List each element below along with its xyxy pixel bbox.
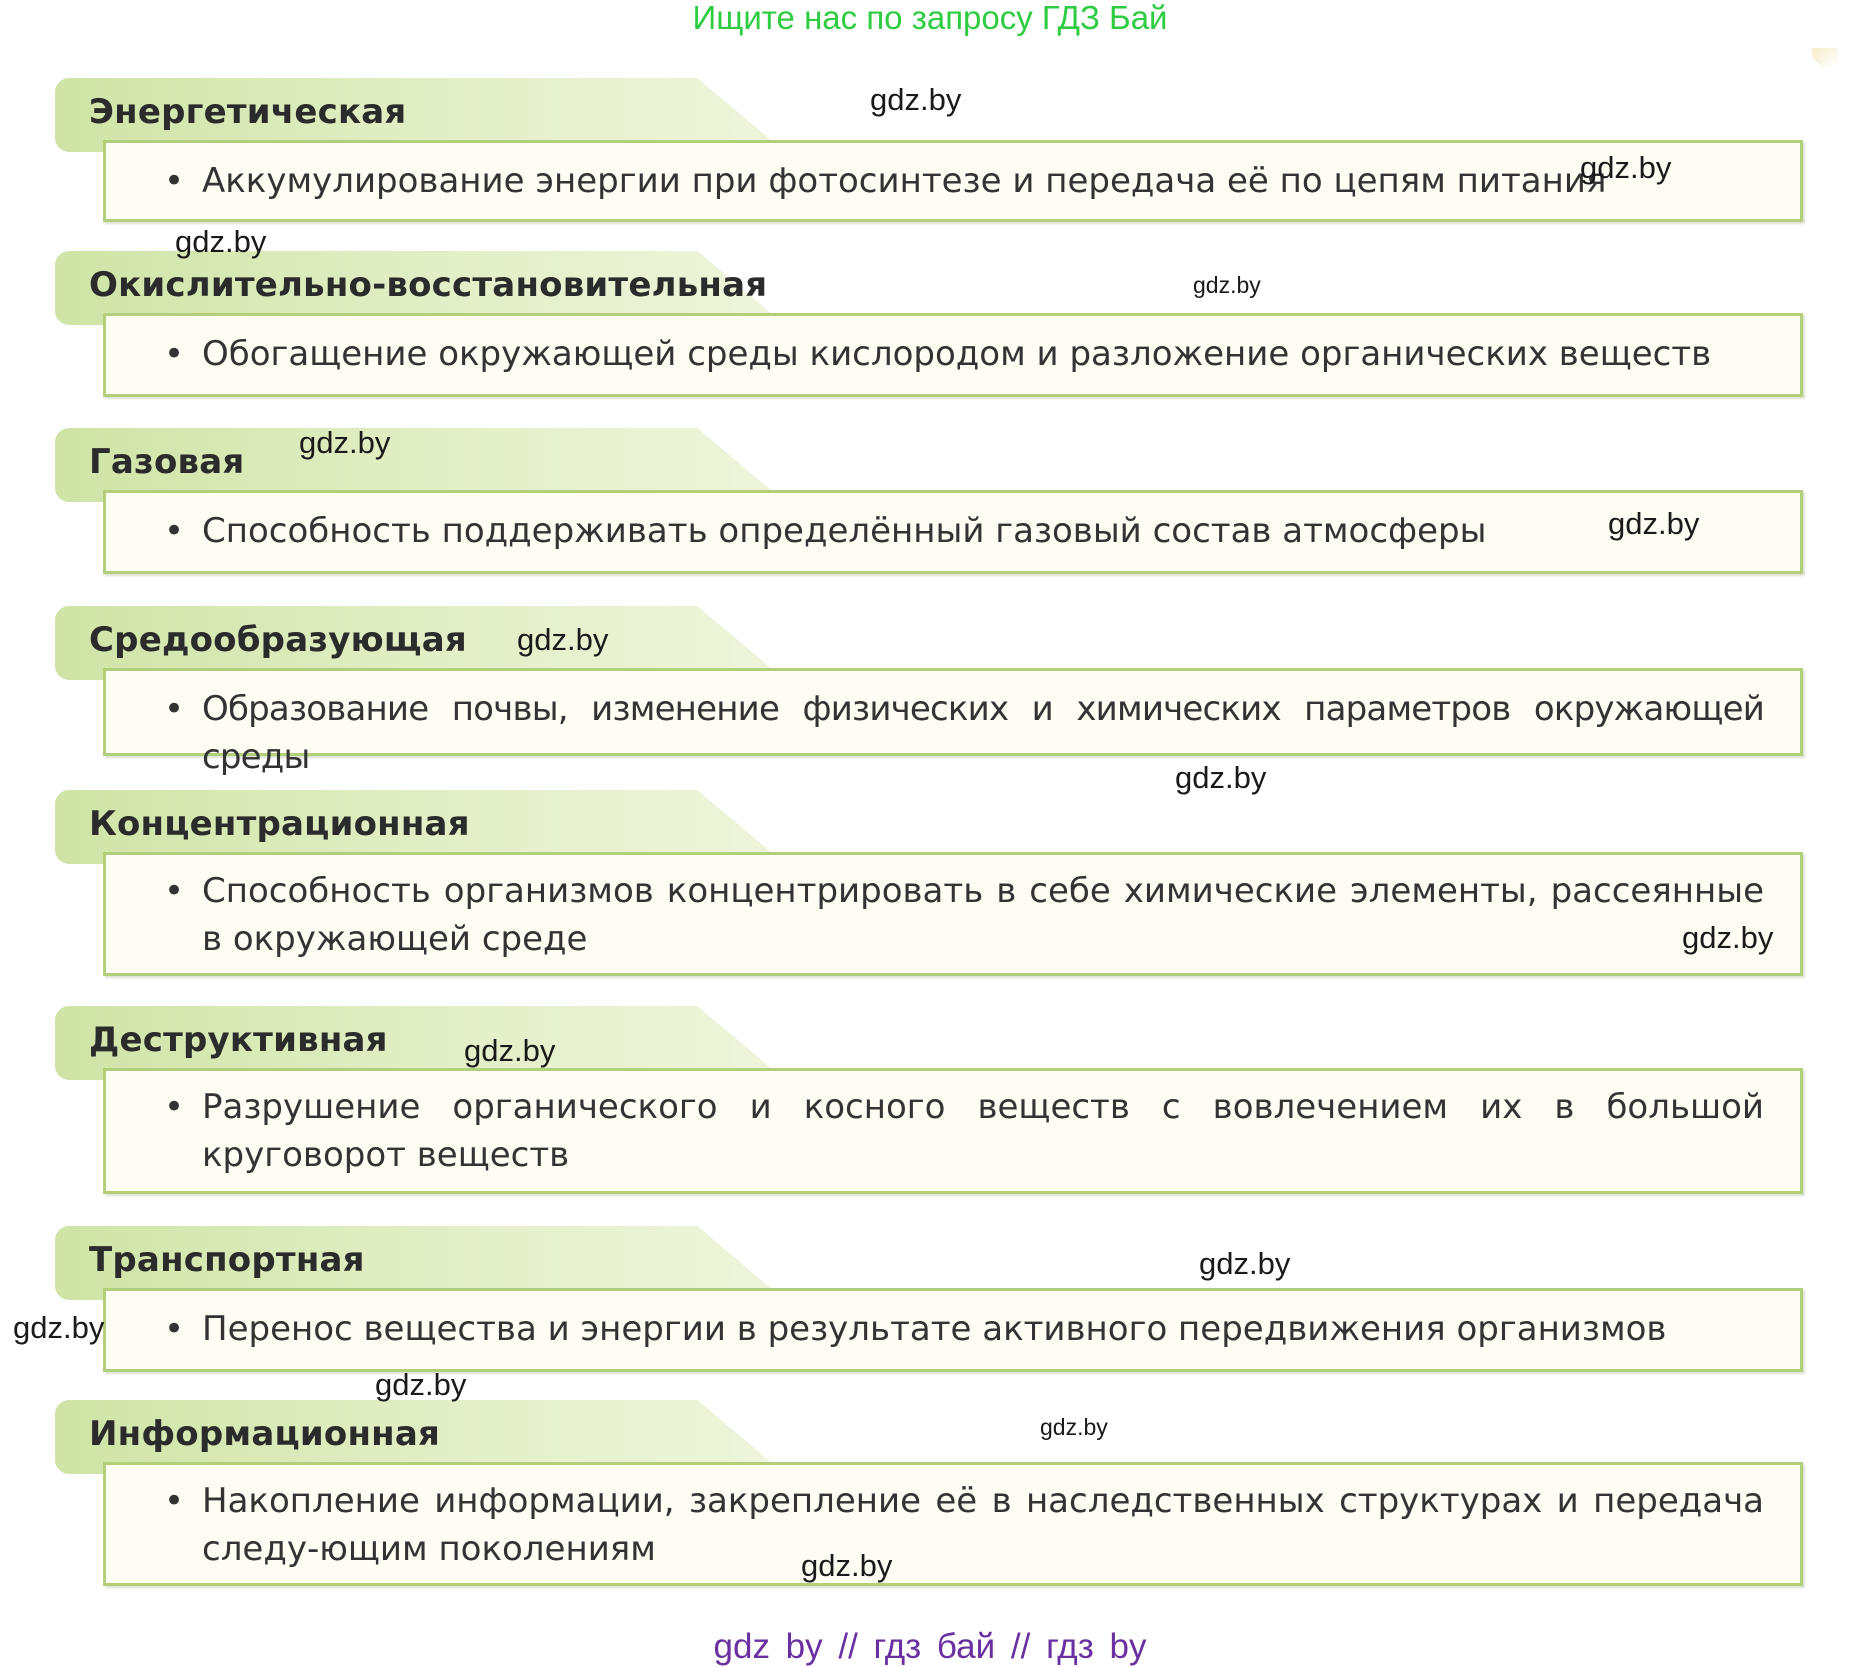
function-description — [164, 330, 1764, 378]
function-block-environment-forming — [55, 606, 1815, 777]
bullet-icon: • — [164, 871, 185, 911]
watermark: gdz.by — [1682, 920, 1774, 955]
watermark: gdz.by — [870, 82, 962, 117]
bullet-icon: • — [164, 1481, 185, 1521]
function-title: Концентрационная — [89, 804, 470, 844]
function-block-transport — [55, 1226, 1815, 1376]
function-description-text: Разрушение органического и косного веществ с вовлечением их в большой круговорот веществ — [202, 1087, 1764, 1175]
function-description-text: Накопление информации, закрепление её в наследственных структурах и передача следу-ющим поколениям — [202, 1481, 1764, 1569]
bottom-banner: gdz by // гдз бай // гдз by — [713, 1627, 1147, 1666]
bullet-icon: • — [164, 334, 185, 374]
watermark: gdz.by — [1193, 272, 1261, 298]
function-description-box — [103, 668, 1803, 777]
function-description-text: Образование почвы, изменение физических и химических параметров окружающей среды — [202, 689, 1764, 777]
function-description-text: Обогащение окружающей среды кислородом и разложение органических веществ — [202, 334, 1712, 374]
function-description-box — [103, 313, 1803, 397]
bullet-icon: • — [164, 689, 184, 729]
function-block-destructive — [55, 1006, 1815, 1196]
function-block-redox — [55, 251, 1815, 401]
function-description-text: Перенос вещества и энергии в результате активного передвижения организмов — [202, 1309, 1667, 1349]
function-description — [164, 1305, 1764, 1353]
function-description-text: Способность поддерживать определённый газовый состав атмосферы — [202, 511, 1487, 551]
corner-decoration — [1812, 48, 1838, 66]
function-title: Окислительно-восстановительная — [89, 265, 768, 305]
watermark: gdz.by — [375, 1367, 467, 1402]
watermark: gdz.by — [1608, 506, 1700, 541]
function-block-concentration — [55, 790, 1815, 980]
function-description — [164, 157, 1764, 205]
watermark: gdz.by — [13, 1310, 105, 1345]
function-description — [164, 867, 1764, 963]
function-description-box — [103, 490, 1803, 574]
watermark: gdz.by — [1175, 760, 1267, 795]
function-description-box — [103, 1288, 1803, 1372]
bullet-icon: • — [164, 161, 185, 201]
function-title: Энергетическая — [89, 92, 407, 132]
function-description-text: Способность организмов концентрировать в себе химические элементы, рассеянные в окружающей среде — [202, 871, 1764, 959]
function-title: Газовая — [89, 442, 245, 482]
watermark: gdz.by — [1040, 1414, 1108, 1440]
bullet-icon: • — [164, 1309, 185, 1349]
function-description-box — [103, 852, 1803, 976]
function-title: Средообразующая — [89, 620, 467, 660]
function-block-information — [55, 1400, 1815, 1590]
function-description-box — [103, 1462, 1803, 1586]
function-description — [164, 1477, 1764, 1573]
function-description — [164, 1083, 1764, 1179]
function-description — [164, 507, 1764, 555]
function-description-box — [103, 140, 1803, 222]
function-title: Транспортная — [89, 1240, 365, 1280]
watermark: gdz.by — [1580, 150, 1672, 185]
function-description-box — [103, 1068, 1803, 1194]
bullet-icon: • — [164, 511, 185, 551]
function-description-text: Аккумулирование энергии при фотосинтезе и передача её по цепям питания — [202, 161, 1607, 201]
watermark: gdz.by — [517, 622, 609, 657]
top-banner: Ищите нас по запросу ГДЗ Бай — [692, 0, 1168, 36]
watermark: gdz.by — [1199, 1246, 1291, 1281]
watermark: gdz.by — [464, 1033, 556, 1068]
watermark: gdz.by — [801, 1548, 893, 1583]
watermark: gdz.by — [175, 224, 267, 259]
function-title: Информационная — [89, 1414, 441, 1454]
bullet-icon: • — [164, 1087, 185, 1127]
function-description — [164, 685, 1764, 781]
function-title: Деструктивная — [89, 1020, 388, 1060]
watermark: gdz.by — [299, 425, 391, 460]
